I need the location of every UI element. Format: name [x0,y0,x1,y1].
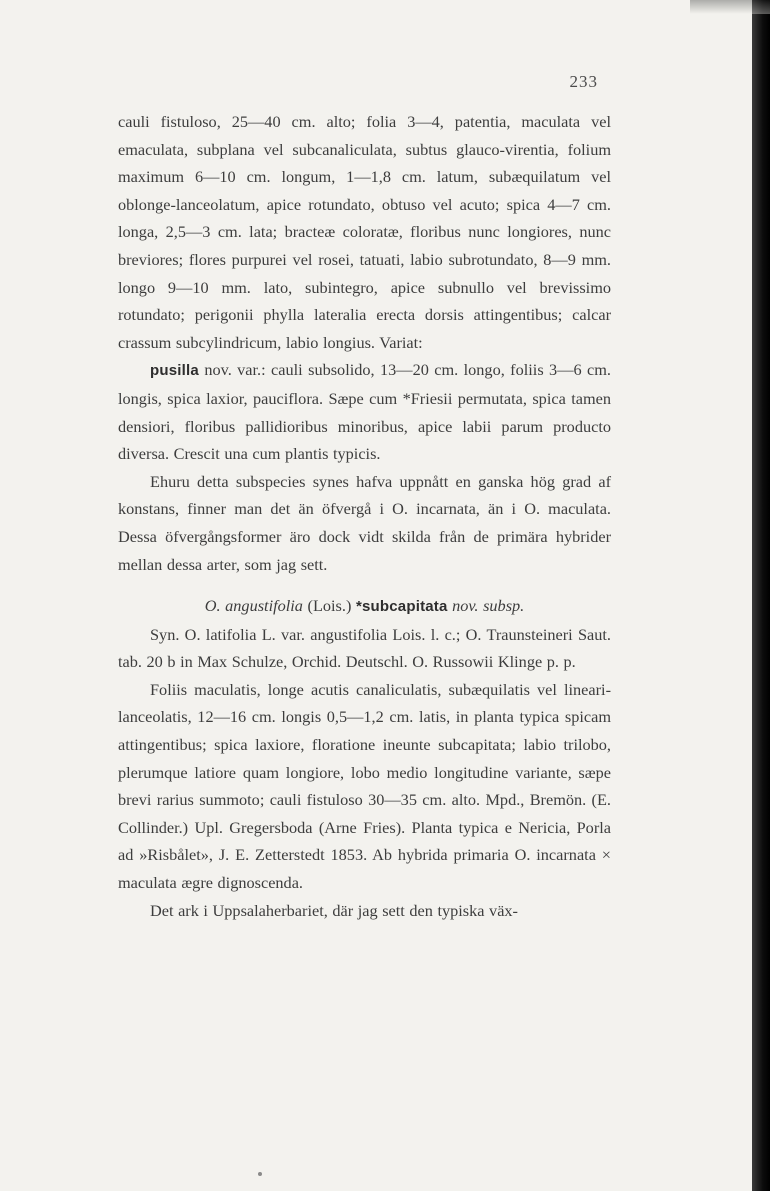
variety-name: pusilla [150,362,199,380]
variety-description: nov. var.: cauli subsolido, 13—20 cm. longo, foliis 3—6 cm. longis, spica laxior, pauciflora. Sæpe cum *Friesii permutata, spica tamen densiori, floribus pallidioribus minoribus, apice labii parum producto diversa. Crescit una cum plantis typicis. [118,360,611,464]
scan-top-shadow [690,0,770,14]
scan-speck [258,1172,262,1176]
subspecies-heading [118,592,611,621]
heading-subspecies: *subcapitata [355,598,448,616]
scan-dark-edge [752,0,770,1191]
paragraph-herbarium-note: Det ark i Uppsalaherbariet, där jag sett den typiska väx- [150,900,518,920]
paragraph-description: cauli fistuloso, 25—40 cm. alto; folia 3—4, patentia, maculata vel emaculata, subplana vel subcanaliculata, subtus glauco-virentia, folium maximum 6—10 cm. longum, 1—1,8 cm. latum, subæquilatum vel oblonge-lanceolatum, apice rotundato, obtuso vel acuto; spica 4—7 cm. longa, 2,5—3 cm. lata; bracteæ coloratæ, floribus nunc longiores, nunc breviores; flores purpurei vel rosei, tatuati, labio subrotundato, 8—9 mm. longo 9—10 mm. lato, subintegro, apice subnullo vel brevissimo rotundato; perigonii phylla lateralia erecta dorsis attingentibus; calcar crassum subcylindricum, labio longius. Variat: [118,112,611,352]
paragraph-diagnosis: Foliis maculatis, longe acutis canaliculatis, subæquilatis vel lineari-lanceolatis, 12—16 cm. longis 0,5—1,2 cm. latis, in planta typica spicam attingentibus; spica laxiore, floratione ineunte subcapitata; labio trilobo, plerumque latiore quam longiore, lobo medio longitudine variante, sæpe brevi rarius summoto; cauli fistuloso 30—35 cm. alto. Mpd., Bremön. (E. Collinder.) Upl. Gregersboda (Arne Fries). Planta typica e Nericia, Porla ad »Risbålet», J. E. Zetterstedt 1853. Ab hybrida primaria O. incarnata × maculata ægre dignoscenda. [118,679,611,893]
paragraph-variety [118,356,611,467]
heading-suffix: nov. subsp. [447,596,525,616]
heading-author: (Lois.) [302,596,356,616]
page-number: 233 [569,72,598,91]
paragraph-synonyms: Syn. O. latifolia L. var. angustifolia Lois. l. c.; O. Traunsteineri Saut. tab. 20 b in Max Schulze, Orchid. Deutschl. O. Russowii Klinge p. p. [118,624,611,672]
heading-species: O. angustifolia [204,596,303,616]
paragraph-swedish-note: Ehuru detta subspecies synes hafva uppnått en ganska hög grad af konstans, finner man det än öfvergå i O. incarnata, än i O. maculata. Dessa öfvergångsformer äro dock vidt skilda från de primära hybrider mellan dessa arter, som jag sett. [118,471,611,574]
body-text [118,108,611,924]
